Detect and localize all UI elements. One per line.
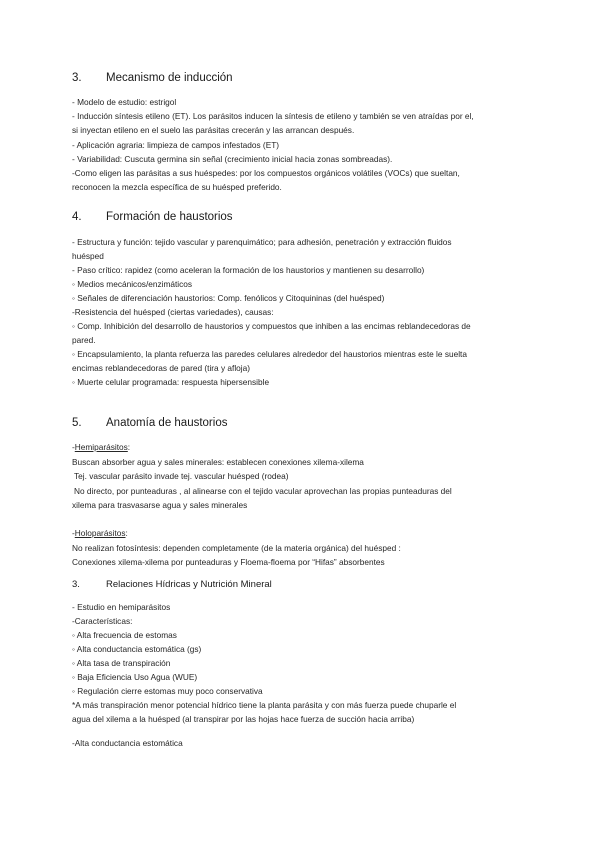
section-heading-mecanismo [72,72,233,84]
text-line: No directo, por punteaduras , al alinearse con el tejido vacular aprovechan las propias punteaduras del [74,486,452,496]
text-line: - Modelo de estudio: estrigol [72,97,177,107]
text-line: -Características: [72,616,133,626]
section-title: Formación de haustorios [106,211,233,223]
text-line: No realizan fotosíntesis: dependen completamente (de la materia orgánica) del huésped : [72,543,401,553]
section-title: Mecanismo de inducción [106,72,233,84]
colon: : [125,528,128,538]
text-line: ◦ Comp. Inhibición del desarrollo de haustorios y compuestos que inhiben a las encimas reblandecedoras de [72,321,471,331]
text-line: ◦ Señales de diferenciación haustorios: Comp. fenólicos y Citoquininas (del huésped) [72,293,385,303]
text-line: Conexiones xilema-xilema por punteaduras y Floema-floema por “Hifas” absorbentes [72,557,385,567]
text-line: *A más transpiración menor potencial hídrico tiene la planta parásita y con más fuerza puede chuparle el [72,700,457,710]
section-heading-formacion [72,211,233,223]
text-line: Buscan absorber agua y sales minerales: establecen conexiones xilema-xilema [72,457,364,467]
text-line: agua del xilema a la huésped (al transpirar por las hojas hace fuerza de succión hacia arriba) [72,714,415,724]
text-line: - Inducción síntesis etileno (ET). Los parásitos inducen la síntesis de etileno y también se ven atraídas por el, [72,111,474,121]
text-line: ◦ Alta frecuencia de estomas [72,630,177,640]
dash: - [72,528,75,538]
text-line: huésped [72,251,104,261]
text-line: ◦ Regulación cierre estomas muy poco conservativa [72,686,263,696]
text-line: -Como eligen las parásitas a sus huéspedes: por los compuestos orgánicos volátiles (VOCs) que sueltan, [72,168,460,178]
text-line: ◦ Medios mecánicos/enzimáticos [72,279,193,289]
text-line: reconocen la mezcla específica de su huésped preferido. [72,182,282,192]
text-line: ◦ Alta conductancia estomática (gs) [72,644,202,654]
holoparasitos-label: Holoparásitos [74,528,126,538]
text-line: si inyectan etileno en el suelo las parásitas crecerán y las arrancan después. [72,125,355,135]
section-number: 4. [72,211,82,223]
section-number: 5. [72,417,82,429]
text-line: ◦ Encapsulamiento, la planta refuerza las paredes celulares alrededor del haustorios mientras este le suelta [72,349,467,359]
section-heading-anatomia [72,417,227,429]
subheading-holoparasitos [72,528,128,539]
text-line: ◦ Muerte celular programada: respuesta hipersensible [72,377,270,387]
text-line: - Paso crítico: rapidez (como aceleran la formación de los haustorios y mantienen su desarrollo) [72,265,425,275]
section-heading-relaciones [72,579,272,590]
text-line: ◦ Alta tasa de transpiración [72,658,171,668]
colon: : [127,442,131,452]
text-line: ◦ Baja Eficiencia Uso Agua (WUE) [72,672,198,682]
subheading-hemiparasitos [72,442,130,453]
section-number: 3. [72,72,82,84]
text-line: - Estudio en hemiparásitos [72,602,171,612]
section-title: Anatomía de haustorios [106,417,228,429]
text-line: -Alta conductancia estomática [72,738,183,748]
text-line: xilema para trasvasarse agua y sales minerales [72,500,248,510]
text-line: -Resistencia del huésped (ciertas variedades), causas: [72,307,274,317]
hemiparasitos-label: Hemiparásitos [74,442,128,452]
text-line: - Aplicación agraria: limpieza de campos infestados (ET) [72,140,280,150]
text-line: - Estructura y función: tejido vascular y parenquimático; para adhesión, penetración y extracción fluidos [72,237,452,247]
text-line: - Variabilidad: Cuscuta germina sin señal (crecimiento inicial hacia zonas sombreadas). [72,154,393,164]
text-line: pared. [72,335,96,345]
text-line: encimas reblandecedoras de pared (tira y afloja) [72,363,251,373]
text-line: Tej. vascular parásito invade tej. vascular huésped (rodea) [74,471,289,481]
section-title: Relaciones Hídricas y Nutrición Mineral [106,579,272,590]
section-number: 3. [72,579,80,590]
dash: - [72,442,75,452]
